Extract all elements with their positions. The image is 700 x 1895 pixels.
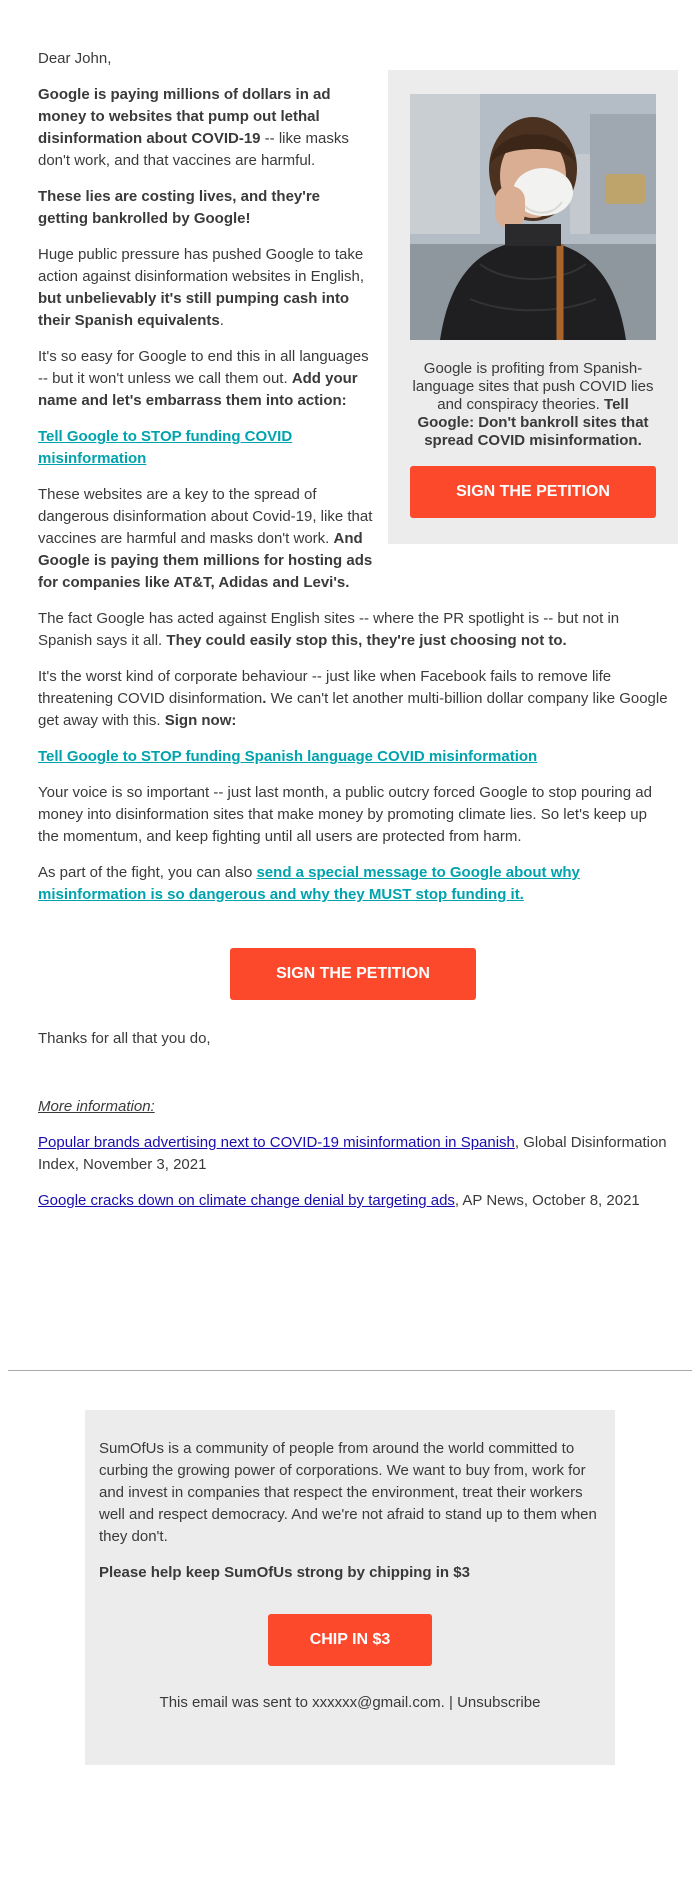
- sidebar-caption-bold: Tell Google: Don't bankroll sites that spread COVID misinformation.: [417, 396, 649, 449]
- footer-panel: [85, 1410, 615, 1765]
- pressure-end: .: [219, 312, 224, 329]
- petition-sidebar: [388, 70, 678, 544]
- corporate-text-2: We can't let another multi-billion dollar company like Google get away with this.: [38, 690, 668, 729]
- websites-text: These websites are a key to the spread of dangerous disinformation about Covid-19, like that vaccines are harmful and masks don't work.: [38, 486, 373, 547]
- email-body: [38, 48, 668, 1226]
- english-sites-text: The fact Google has acted against English sites -- where the PR spotlight is -- but not in Spanish says it all.: [38, 610, 620, 649]
- paragraph-fight: [38, 862, 668, 906]
- corporate-dot: .: [262, 690, 267, 707]
- call-out-text: It's so easy for Google to end this in all languages -- but it won't unless we call them out.: [38, 348, 369, 387]
- call-out-bold: Add your name and let's embarrass them into action:: [38, 370, 358, 409]
- corporate-text: It's the worst kind of corporate behaviour -- just like when Facebook fails to remove life threatening COVID disinformation: [38, 668, 612, 707]
- paragraph-link-2: [38, 746, 668, 768]
- stop-funding-covid-link[interactable]: Tell Google to STOP funding COVID misinformation: [38, 428, 293, 467]
- source-link-ap[interactable]: Google cracks down on climate change denial by targeting ads: [38, 1192, 455, 1209]
- special-message-link[interactable]: send a special message to Google about why misinformation is so dangerous and why they MUST stop funding it.: [38, 864, 580, 903]
- sidebar-caption: [410, 360, 656, 450]
- source-meta: , Global Disinformation Index, November 3, 2021: [38, 1134, 667, 1173]
- footer-sent-line: [99, 1692, 601, 1714]
- sidebar-sign-petition-button[interactable]: SIGN THE PETITION: [410, 466, 656, 518]
- footer-appeal: [99, 1562, 601, 1584]
- thanks-line: Thanks for all that you do,: [38, 1030, 211, 1047]
- sidebar-caption-text: Google is profiting from Spanish-language sites that push COVID lies and conspiracy theories.: [412, 360, 654, 413]
- paragraph-corporate: [38, 666, 668, 732]
- greeting: Dear John,: [38, 50, 112, 67]
- pressure-bold: but unbelievably it's still pumping cash into their Spanish equivalents: [38, 290, 350, 329]
- footer-divider: [8, 1370, 692, 1371]
- footer-appeal-bold: Please help keep SumOfUs strong by chipping in $3: [99, 1564, 470, 1581]
- corporate-bold: Sign now:: [164, 712, 237, 729]
- footer-about: SumOfUs is a community of people from around the world committed to curbing the growing power of corporations. We want to buy from, work for and invest in companies that respect the environment, treat their workers well and respect democracy. And we're not afraid to stand up to them when they don't.: [99, 1440, 597, 1545]
- unsubscribe-link[interactable]: Unsubscribe: [457, 1694, 541, 1711]
- lies-bold: These lies are costing lives, and they're getting bankrolled by Google!: [38, 188, 321, 227]
- intro-bold: Google is paying millions of dollars in ad money to websites that pump out lethal disinformation about COVID-19: [38, 86, 331, 147]
- source-link-gdi[interactable]: Popular brands advertising next to COVID-19 misinformation in Spanish: [38, 1134, 515, 1151]
- pressure-text: Huge public pressure has pushed Google to take action against disinformation websites in English,: [38, 246, 365, 285]
- more-info-label: More information:: [38, 1098, 155, 1115]
- masked-woman-photo: [410, 94, 656, 340]
- source-item: [38, 1132, 668, 1176]
- main-sign-petition-button[interactable]: SIGN THE PETITION: [230, 948, 476, 1000]
- photo-illustration: [410, 94, 656, 340]
- chip-in-button[interactable]: CHIP IN $3: [268, 1614, 432, 1666]
- english-sites-bold: They could easily stop this, they're just choosing not to.: [166, 632, 567, 649]
- paragraph-voice: Your voice is so important -- just last month, a public outcry forced Google to stop pouring ad money into disinformation sites that make money by promoting climate lies. So let's keep up the momentum, and keep fighting until all users are protected from harm.: [38, 784, 652, 845]
- intro-rest: -- like masks don't work, and that vaccines are harmful.: [38, 130, 349, 169]
- sent-to-text: This email was sent to xxxxxx@gmail.com. |: [159, 1694, 458, 1711]
- source-item: [38, 1190, 668, 1212]
- fight-text: As part of the fight, you can also: [38, 864, 257, 881]
- source-meta: , AP News, October 8, 2021: [454, 1192, 640, 1209]
- stop-funding-spanish-link[interactable]: Tell Google to STOP funding Spanish language COVID misinformation: [38, 748, 538, 765]
- paragraph-english-sites: [38, 608, 668, 652]
- websites-bold: And Google is paying them millions for hosting ads for companies like AT&T, Adidas and Levi's.: [38, 530, 373, 591]
